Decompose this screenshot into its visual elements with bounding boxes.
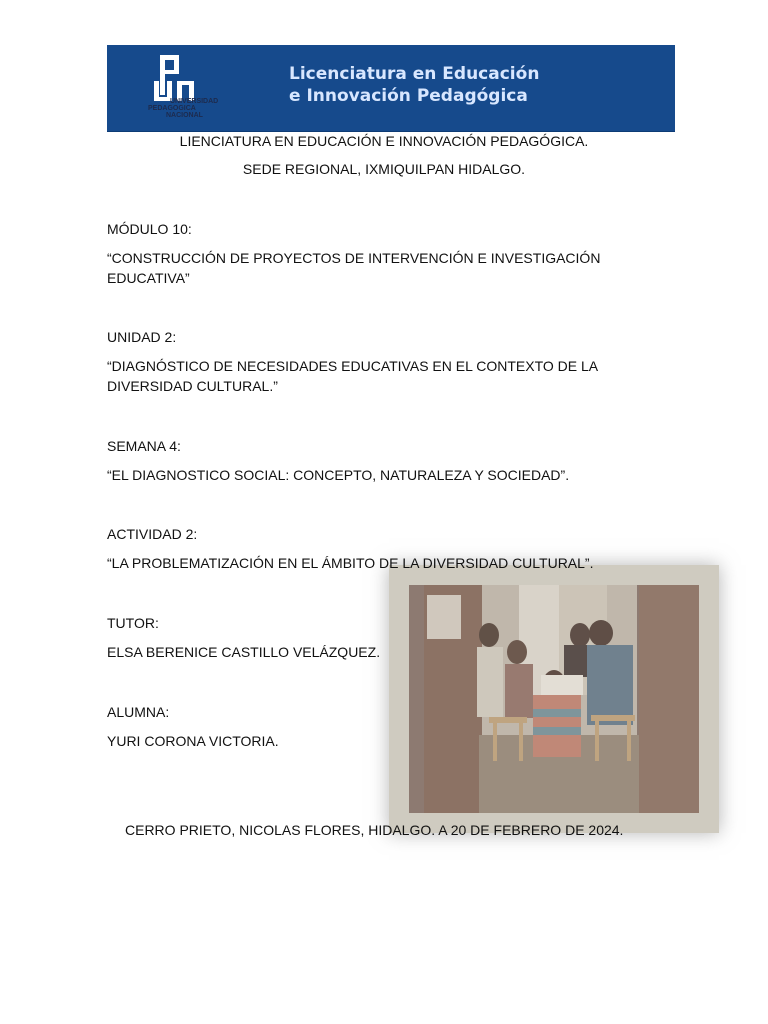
classroom-photo bbox=[409, 585, 699, 813]
banner-title-line-2: e Innovación Pedagógica bbox=[289, 86, 528, 106]
banner-title bbox=[289, 63, 539, 107]
logo-text-line-1: UNIVERSIDAD bbox=[170, 98, 219, 105]
module-label: MÓDULO 10: bbox=[107, 221, 192, 237]
module-title: “CONSTRUCCIÓN DE PROYECTOS DE INTERVENCIÓN E INVESTIGACIÓN EDUCATIVA” bbox=[107, 250, 601, 286]
campus-name: SEDE REGIONAL, IXMIQUILPAN HIDALGO. bbox=[242, 161, 526, 177]
activity-label: ACTIVIDAD 2: bbox=[107, 526, 198, 542]
header-banner bbox=[107, 45, 675, 131]
classroom-photo-icon bbox=[409, 585, 699, 813]
upn-logo bbox=[145, 53, 235, 129]
unit-label: UNIDAD 2: bbox=[107, 329, 177, 345]
place-and-date: CERRO PRIETO, NICOLAS FLORES, HIDALGO. A 20 DE FEBRERO DE 2024. bbox=[125, 822, 624, 838]
banner-title-line-1: Licenciatura en Educación bbox=[289, 64, 540, 84]
institution-name: LIENCIATURA EN EDUCACIÓN E INNOVACIÓN PEDAGÓGICA. bbox=[179, 133, 589, 149]
photo-frame bbox=[389, 565, 719, 833]
activity-title: “LA PROBLEMATIZACIÓN EN EL ÁMBITO DE LA DIVERSIDAD CULTURAL”. bbox=[107, 555, 594, 571]
week-title: “EL DIAGNOSTICO SOCIAL: CONCEPTO, NATURALEZA Y SOCIEDAD”. bbox=[107, 467, 570, 483]
tutor-name: ELSA BERENICE CASTILLO VELÁZQUEZ. bbox=[107, 644, 381, 660]
logo-text-line-2: PEDAGOGICA bbox=[148, 105, 196, 112]
student-label: ALUMNA: bbox=[107, 704, 170, 720]
tutor-label: TUTOR: bbox=[107, 615, 159, 631]
unit-title: “DIAGNÓSTICO DE NECESIDADES EDUCATIVAS EN EL CONTEXTO DE LA DIVERSIDAD CULTURAL.” bbox=[107, 358, 598, 394]
logo-text-line-3: NACIONAL bbox=[166, 112, 203, 119]
week-label: SEMANA 4: bbox=[107, 438, 181, 454]
student-name: YURI CORONA VICTORIA. bbox=[107, 733, 279, 749]
